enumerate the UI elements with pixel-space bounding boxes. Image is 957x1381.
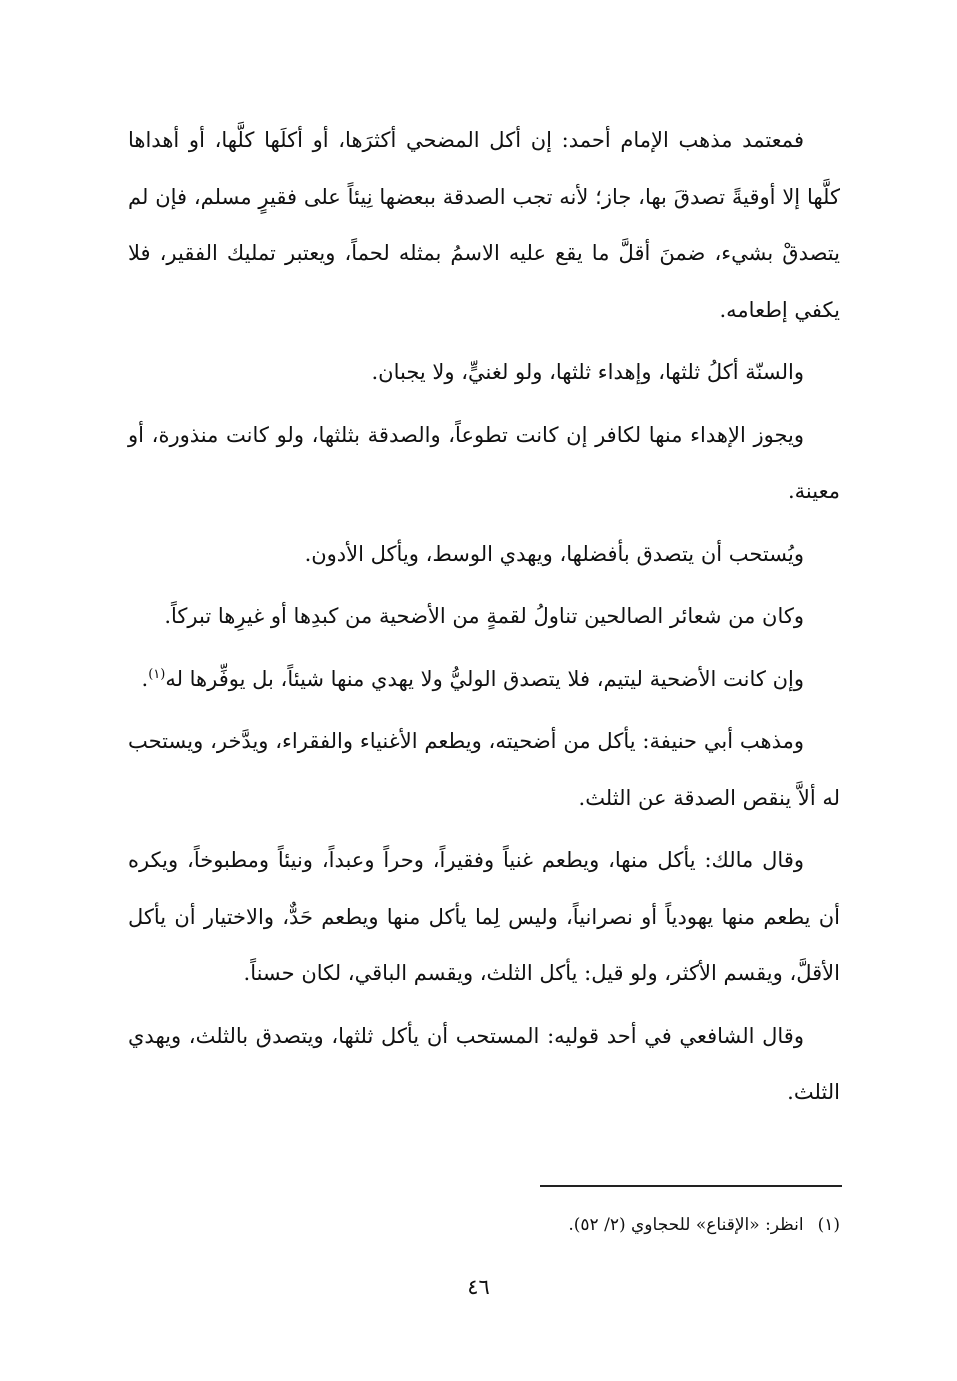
main-text [128,112,840,1127]
footnote-reference[interactable]: (١) [148,666,166,682]
paragraph-hanbali-view: فمعتمد مذهب الإمام أحمد: إن أكل المضحي أكثرَها، أو أكلَها كلَّها، أو أهداها كلَّها إلا أوقيةً تصدقَ بها، جاز؛ لأنه تجب الصدقة ببعضها نِيئاً على فقيرٍ مسلم، فإن لم يتصدقْ بشيء، ضمنَ أقلَّ ما يقع عليه الاسمُ بمثله لحماً، ويعتبر تمليك الفقير، فلا يكفي إطعامه. [128,128,840,322]
paragraph-sunnah-thirds: والسنّة أكلُ ثلثها، وإهداء ثلثها، ولو لغنيٍّ، ولا يجبان. [371,360,804,384]
footnote-text: انظر: «الإقناع» للحجاوي (٢/ ٥٢). [568,1215,804,1235]
paragraph-orphan-sacrifice [128,651,840,708]
footnote-number: (١) [817,1215,840,1235]
footnote-divider [540,1185,842,1187]
orphan-paragraph-end: . [141,666,149,691]
paragraph-righteous-custom: وكان من شعائر الصالحين تناولُ لقمةٍ من الأضحية من كبدِها أو غيرِها تبركاً. [164,604,804,628]
page-number: ٤٦ [467,1275,490,1299]
orphan-paragraph-text: وإن كانت الأضحية ليتيم، فلا يتصدق الوليُّ ولا يهدي منها شيئاً، بل يوفِّرها له [165,666,804,691]
paragraph-gift-to-non-muslim: ويجوز الإهداء منها لكافر إن كانت تطوعاً، والصدقة بثلثها، ولو كانت منذورة، أو معينة. [128,422,840,503]
paragraph-maliki-view: وقال مالك: يأكل منها، ويطعم غنياً وفقيراً، وحراً وعبداً، ونيئاً ومطبوخاً، ويكره أن يطعم منها يهودياً أو نصرانياً، وليس لِما يأكل منها ويطعم حَدٌّ، والاختيار أن يأكل الأقلَّ، ويقسم الأكثر، ولو قيل: يأكل الثلث، ويقسم الباقي، لكان حسناً. [128,848,840,985]
paragraph-best-portion: ويُستحب أن يتصدق بأفضلها، ويهدي الوسط، ويأكل الأدون. [304,541,804,566]
paragraph-shafii-view: وقال الشافعي في أحد قوليه: المستحب أن يأكل ثلثها، ويتصدق بالثلث، ويهدي الثلث. [128,1023,840,1104]
footnote [400,1210,840,1240]
paragraph-hanafi-view: ومذهب أبي حنيفة: يأكل من أضحيته، ويطعم الأغنياء والفقراء، ويدَّخر، ويستحب له ألاَّ ينقص الصدقة عن الثلث. [128,729,840,810]
